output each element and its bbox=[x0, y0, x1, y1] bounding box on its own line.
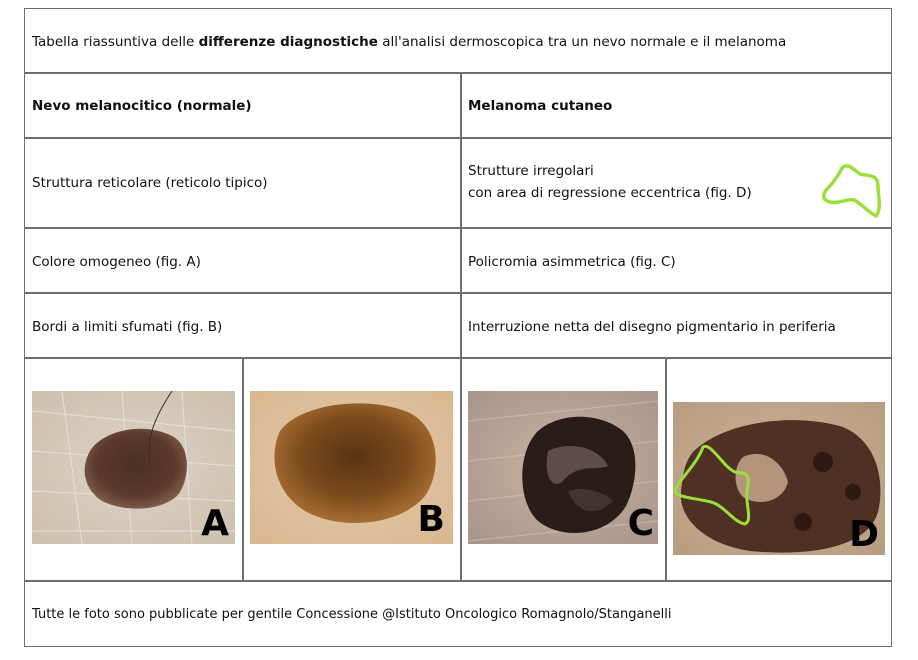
column-header-nevus: Nevo melanocitico (normale) bbox=[32, 98, 252, 114]
column-divider bbox=[242, 357, 244, 580]
caption-text-end: all'analisi dermoscopica tra un nevo normale e il melanoma bbox=[377, 34, 787, 50]
row-divider bbox=[24, 137, 892, 139]
photo-label-d: D bbox=[849, 514, 879, 555]
row-divider bbox=[24, 227, 892, 229]
photo-label-c: C bbox=[627, 503, 654, 544]
photo-a bbox=[32, 391, 235, 544]
table-caption bbox=[32, 31, 786, 53]
photo-label-a: A bbox=[201, 503, 229, 544]
photo-d bbox=[673, 402, 885, 555]
nevus-color: Colore omogeneo (fig. A) bbox=[32, 254, 201, 270]
melanoma-borders: Interruzione netta del disegno pigmentario in periferia bbox=[468, 319, 836, 335]
photo-label-b: B bbox=[417, 499, 445, 540]
melanoma-structure bbox=[468, 160, 752, 204]
row-divider bbox=[24, 580, 892, 582]
melanoma-structure-line2: con area di regressione eccentrica (fig. D) bbox=[468, 185, 752, 201]
photo-credits: Tutte le foto sono pubblicate per gentile Concessione @Istituto Oncologico Romagnolo/Stanganelli bbox=[32, 607, 672, 622]
photo-c bbox=[468, 391, 658, 544]
regression-outline-icon bbox=[820, 160, 884, 220]
melanoma-color: Policromia asimmetrica (fig. C) bbox=[468, 254, 676, 270]
caption-emphasis: differenze diagnostiche bbox=[198, 34, 378, 50]
row-divider bbox=[24, 357, 892, 359]
photo-b bbox=[250, 391, 453, 544]
caption-text: Tabella riassuntiva delle bbox=[32, 34, 199, 50]
melanoma-structure-line1: Strutture irregolari bbox=[468, 163, 594, 179]
row-divider bbox=[24, 292, 892, 294]
column-header-melanoma: Melanoma cutaneo bbox=[468, 98, 613, 114]
nevus-borders: Bordi a limiti sfumati (fig. B) bbox=[32, 319, 223, 335]
column-divider bbox=[460, 72, 462, 580]
column-divider bbox=[665, 357, 667, 580]
row-divider bbox=[24, 72, 892, 74]
nevus-structure: Struttura reticolare (reticolo tipico) bbox=[32, 175, 268, 191]
